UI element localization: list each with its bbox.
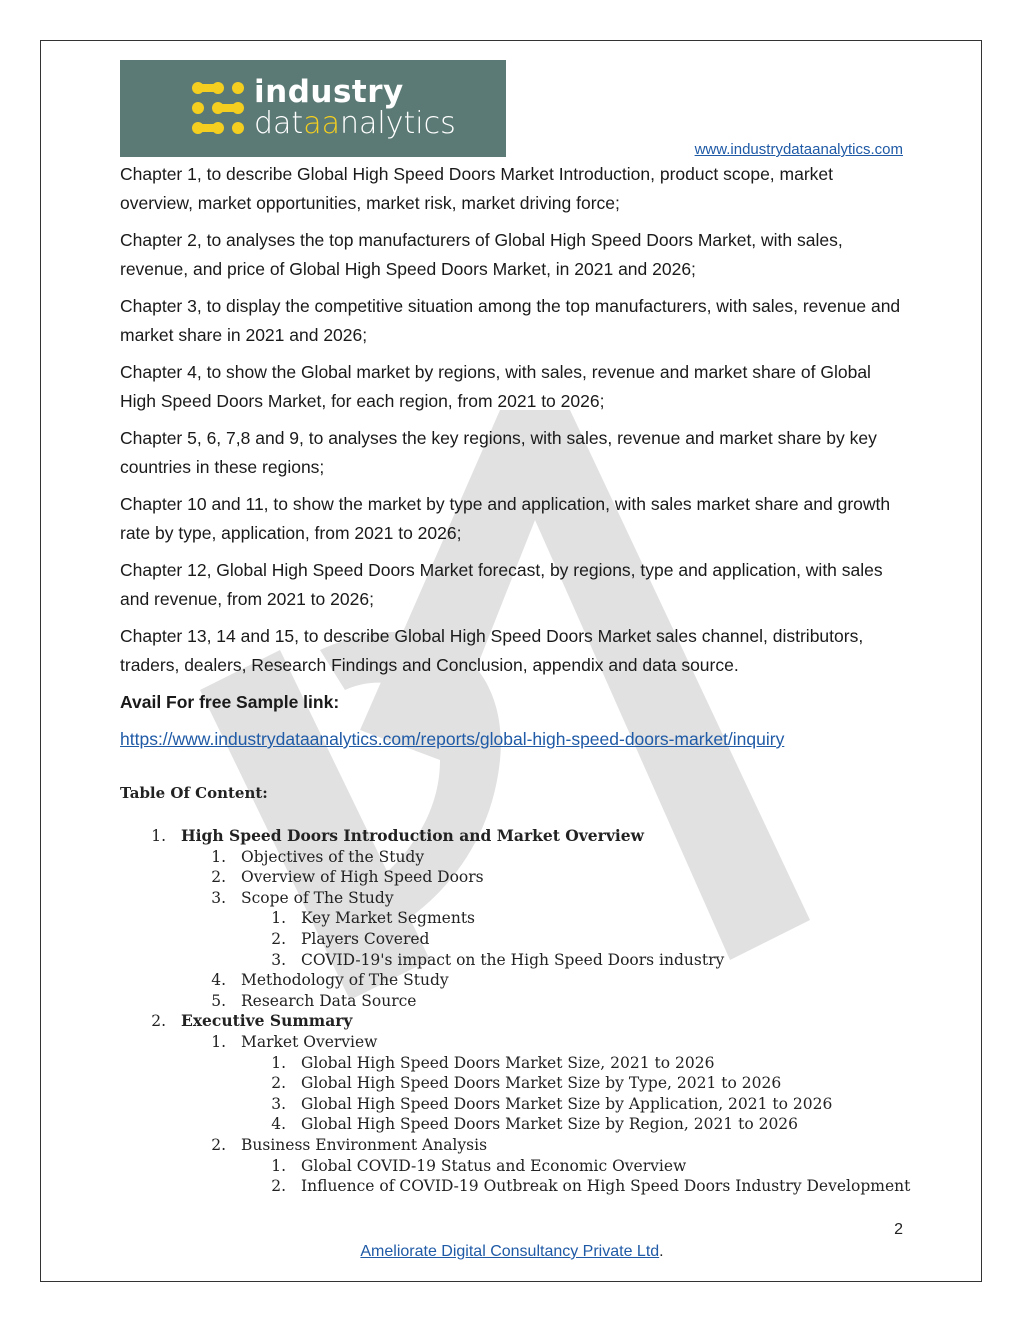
toc-item-number: 4. [271,1115,286,1134]
toc-item-number: 3. [271,1094,286,1113]
toc-item-text: Global High Speed Doors Market Size, 2021 to 2026 [301,1053,715,1072]
toc-item-number: 2. [151,1012,166,1031]
toc-item-text: Global High Speed Doors Market Size by Region, 2021 to 2026 [301,1115,799,1134]
toc-item-number: 2. [211,1135,226,1154]
toc-item [120,1114,920,1135]
toc-item-text: Influence of COVID-19 Outbreak on High Speed Doors Industry Development [301,1177,911,1196]
sample-link[interactable]: https://www.industrydataanalytics.com/reports/global-high-speed-doors-market/inquiry [120,729,785,749]
footer-suffix: . [659,1243,664,1260]
site-link[interactable]: www.industrydataanalytics.com [694,141,903,158]
toc-item [120,908,920,929]
footer-company-link[interactable]: Ameliorate Digital Consultancy Private Ltd [360,1243,660,1260]
toc-item [120,826,920,847]
toc-item-text: Overview of High Speed Doors [241,868,484,887]
toc-item-number: 1. [211,847,226,866]
toc-item-number: 5. [211,991,226,1010]
chapter-paragraph: Chapter 1, to describe Global High Speed Doors Market Introduction, product scope, market overview, market opportunities, market risk, market driving force; [120,164,834,213]
toc-item-number: 2. [271,1177,286,1196]
toc-item-text: Research Data Source [241,991,417,1010]
chapter-paragraph: Chapter 13, 14 and 15, to describe Global High Speed Doors Market sales channel, distributors, traders, dealers, Research Findings and Conclusion, appendix and data source. [120,626,864,675]
toc-item-text: Executive Summary [181,1011,353,1031]
toc-item-text: Scope of The Study [241,888,394,907]
toc-item-text: COVID-19's impact on the High Speed Doors industry [301,950,725,969]
toc-item [120,929,920,950]
logo-word-industry: industry [254,74,404,110]
toc-item-text: Market Overview [241,1032,378,1051]
chapter-paragraph: Chapter 3, to display the competitive situation among the top manufacturers, with sales, revenue and market share in 2021 and 2026; [120,296,901,345]
toc-item-number: 1. [271,1156,286,1175]
page-number: 2 [894,1221,903,1238]
chapter-paragraph: Chapter 4, to show the Global market by regions, with sales, revenue and market share of Global High Speed Doors Market, for each region, from 2021 to 2026; [120,362,871,411]
chapter-paragraph: Chapter 5, 6, 7,8 and 9, to analyses the key regions, with sales, revenue and market share by key countries in these regions; [120,428,877,477]
sample-label: Avail For free Sample link: [120,692,340,712]
toc-item [120,1011,920,1032]
toc-item-number: 1. [211,1032,226,1051]
logo-word-dataanalytics: dataanalytics [254,106,456,141]
toc-item [120,1156,920,1177]
toc-item-number: 2. [271,1074,286,1093]
toc-item [120,991,920,1012]
toc-item-text: High Speed Doors Introduction and Market Overview [181,826,644,845]
toc-item-text: Global High Speed Doors Market Size by Type, 2021 to 2026 [301,1074,782,1093]
footer [0,1243,1024,1261]
toc-item-text: Key Market Segments [301,909,476,928]
toc-item-number: 3. [271,950,286,969]
toc-item [120,950,920,971]
toc-item-number: 2. [271,929,286,948]
toc-item [120,970,920,991]
toc-item [120,1032,920,1053]
toc-item-text: Players Covered [301,929,430,948]
toc-item-number: 1. [271,909,286,928]
chapter-paragraph: Chapter 10 and 11, to show the market by type and application, with sales market share and growth rate by type, application, from 2021 to 2026; [120,494,891,543]
toc-item-text: Objectives of the Study [241,847,425,866]
toc-item [120,1176,920,1197]
toc-item-number: 2. [211,868,226,887]
toc-item-number: 3. [211,888,226,907]
toc-item-number: 1. [151,827,166,845]
logo-dots-icon [190,80,246,136]
toc-title: Table Of Content: [120,784,268,802]
toc-item [120,1094,920,1115]
company-logo [120,60,506,157]
chapter-descriptions [120,160,910,762]
table-of-contents [120,826,920,1197]
toc-item-number: 1. [271,1053,286,1072]
toc-item-text: Business Environment Analysis [241,1135,488,1154]
toc-item [120,888,920,909]
toc-item-text: Global COVID-19 Status and Economic Overview [301,1156,687,1175]
chapter-paragraph: Chapter 12, Global High Speed Doors Market forecast, by regions, type and application, with sales and revenue, from 2021 to 2026; [120,560,883,609]
toc-item-text: Global High Speed Doors Market Size by Application, 2021 to 2026 [301,1094,833,1113]
toc-item [120,1053,920,1074]
toc-item-number: 4. [211,971,226,990]
chapter-paragraph: Chapter 2, to analyses the top manufacturers of Global High Speed Doors Market, with sales, revenue, and price of Global High Speed Doors Market, in 2021 and 2026; [120,230,843,279]
toc-item-text: Methodology of The Study [241,971,449,990]
toc-item [120,1135,920,1156]
toc-item [120,847,920,868]
toc-item [120,867,920,888]
toc-item [120,1073,920,1094]
